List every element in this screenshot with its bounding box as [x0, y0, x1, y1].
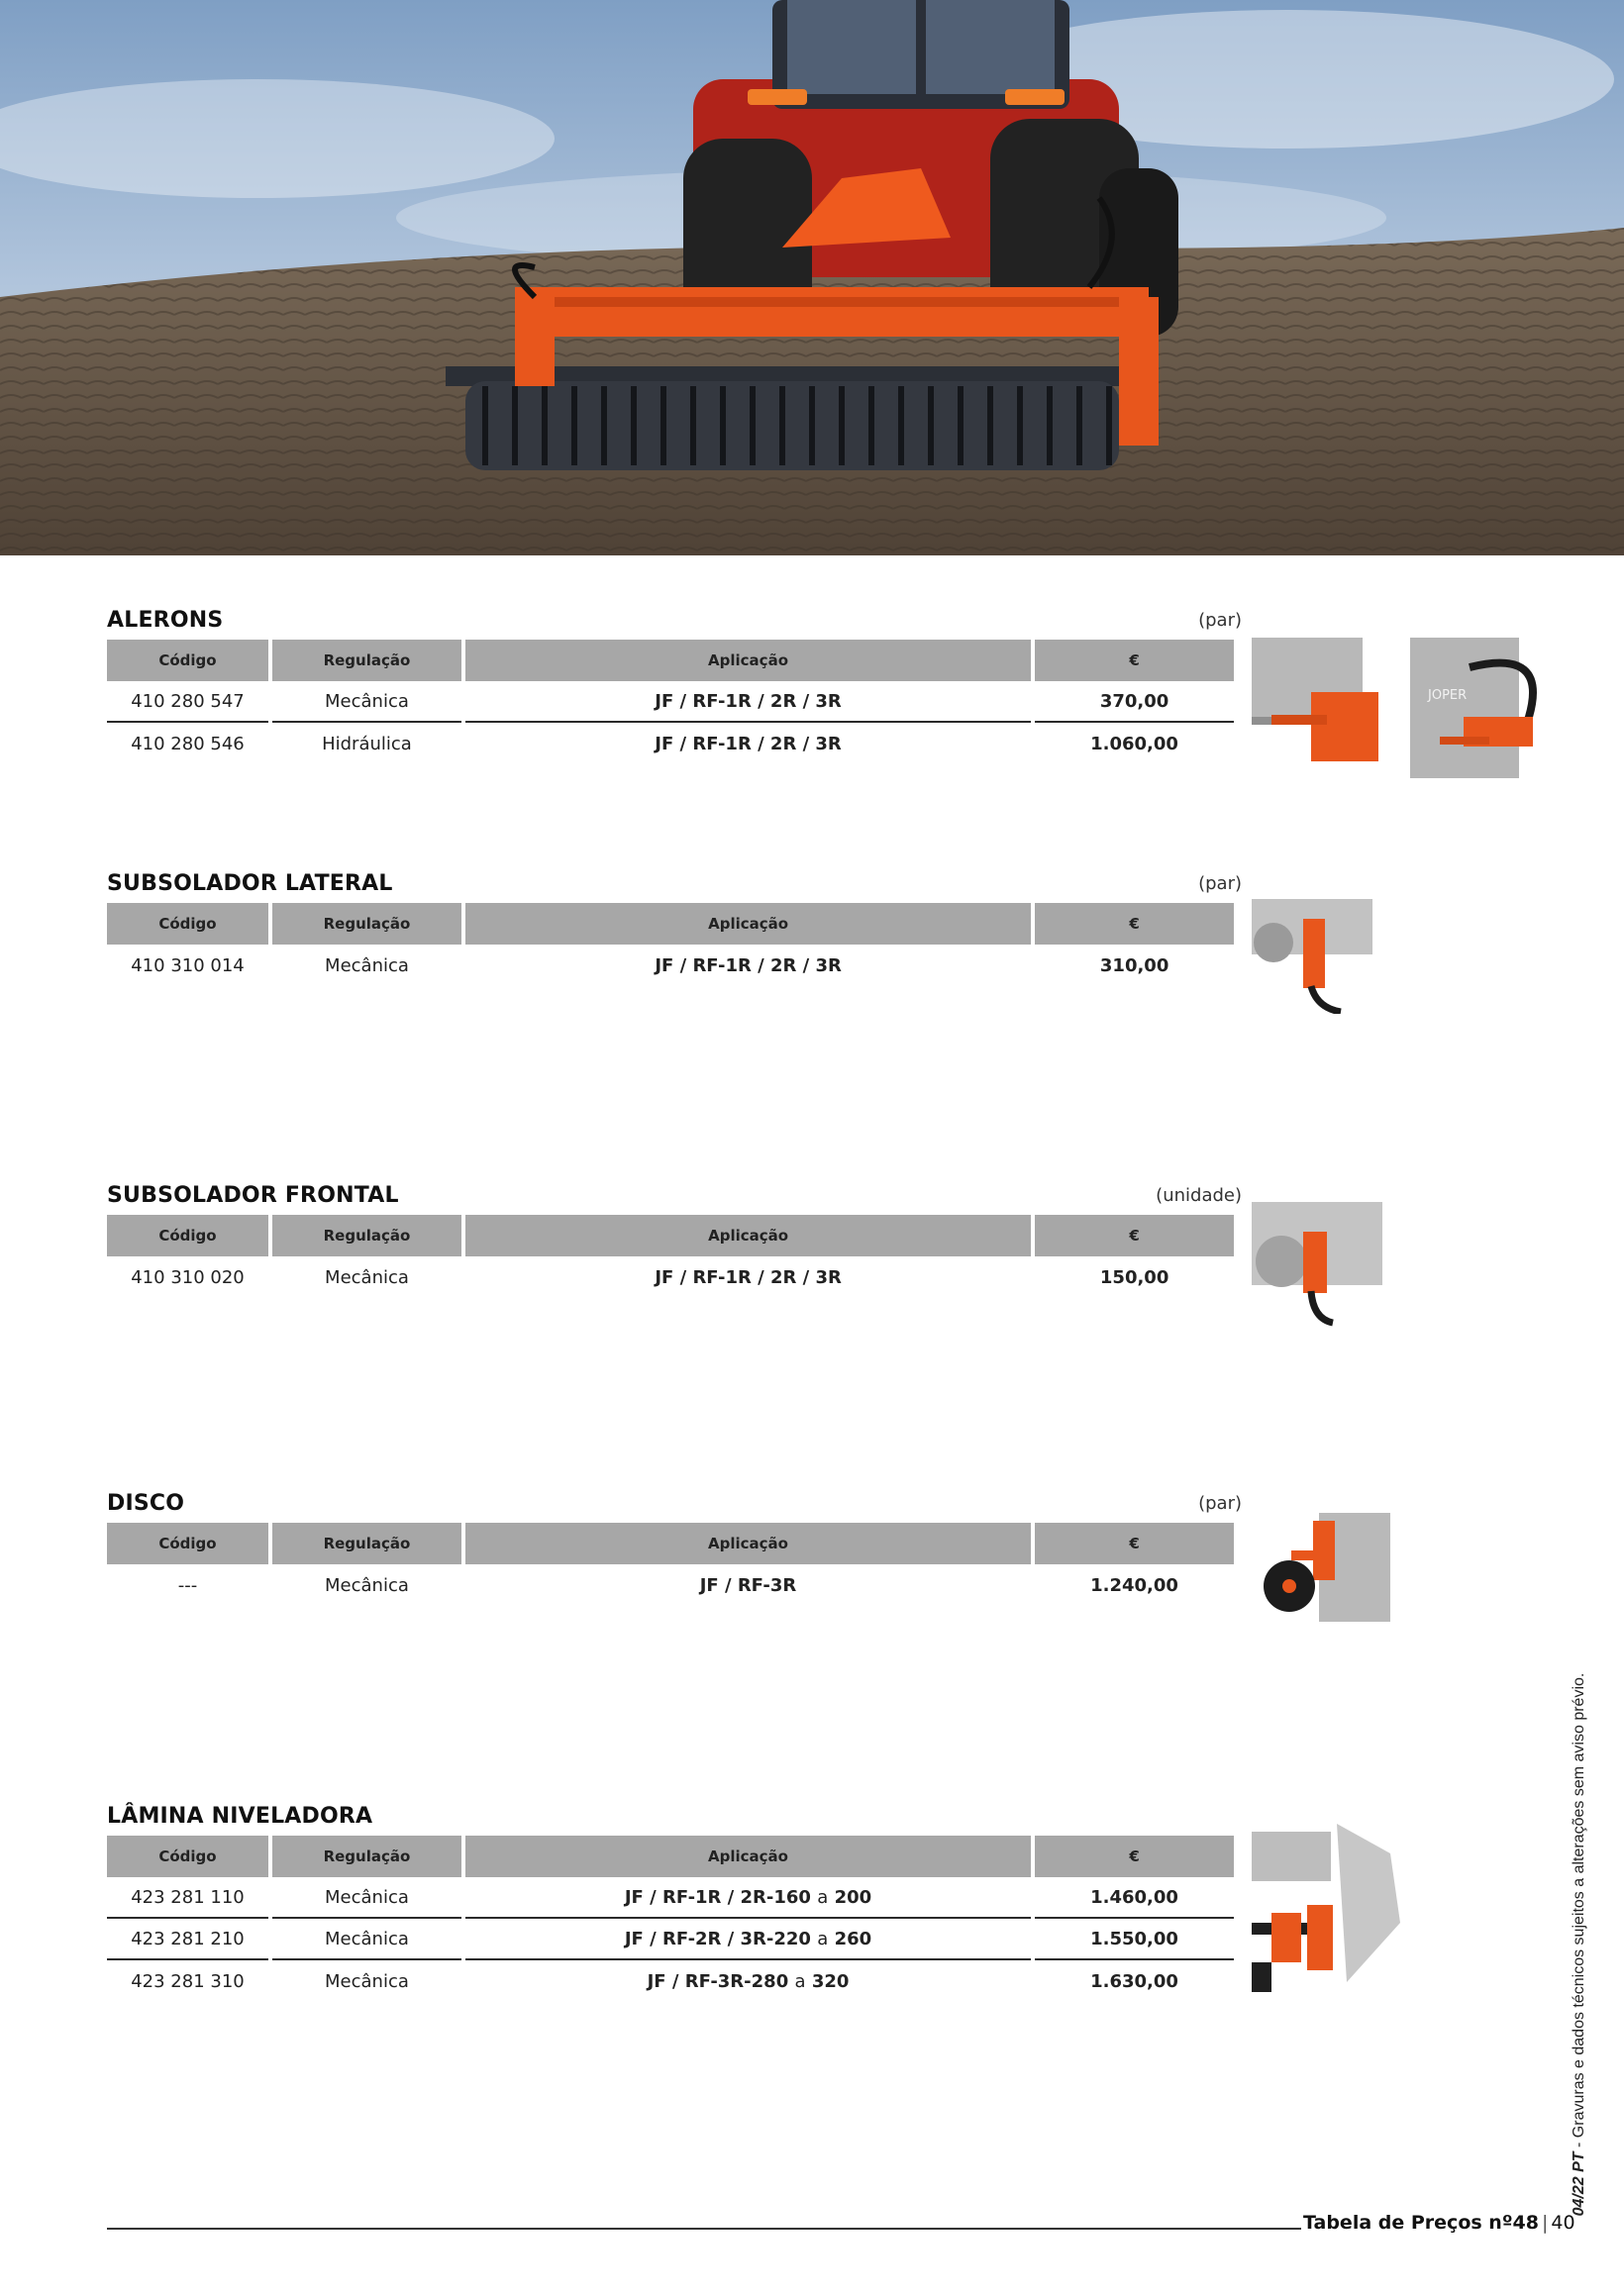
cell-price: 1.060,00 — [1090, 733, 1178, 754]
header-price: € — [1035, 1215, 1234, 1256]
table-row — [107, 1919, 1234, 1960]
cell-regulation: Mecânica — [272, 1919, 461, 1960]
section-title: LÂMINA NIVELADORA — [107, 1804, 373, 1829]
price-table — [103, 903, 1238, 986]
side-note-disclaimer — [1567, 1672, 1592, 2217]
product-image-lamina-niveladora — [1252, 1824, 1404, 1992]
application-range-end: 320 — [811, 1970, 850, 1992]
table-row — [107, 1564, 1234, 1606]
price-table — [103, 640, 1238, 764]
cell-code: 410 280 547 — [107, 681, 268, 723]
section-unit: (par) — [1198, 1493, 1242, 1514]
cell-application — [465, 1960, 1031, 2002]
cell-application: JF / RF-3R — [699, 1574, 797, 1596]
product-image-subsolador-frontal — [1252, 1202, 1382, 1327]
section-title: DISCO — [107, 1491, 185, 1516]
section-unit: (unidade) — [1156, 1185, 1242, 1206]
cell-application — [465, 1877, 1031, 1919]
table-row — [107, 945, 1234, 986]
cell-price: 310,00 — [1099, 954, 1169, 976]
section-unit: (par) — [1198, 610, 1242, 631]
cell-price: 1.240,00 — [1090, 1574, 1178, 1596]
header-price: € — [1035, 903, 1234, 945]
cell-application: JF / RF-1R / 2R / 3R — [465, 681, 1031, 723]
application-models: JF / RF-1R / 2R-160 — [624, 1886, 811, 1908]
cell-application: JF / RF-1R / 2R / 3R — [655, 954, 842, 976]
cell-application: JF / RF-1R / 2R / 3R — [655, 1266, 842, 1288]
hero-photo-tractor-harrow — [0, 0, 1624, 555]
table-header-row — [107, 640, 1234, 681]
application-range-word: a — [794, 1970, 806, 1992]
cell-price: 1.550,00 — [1035, 1919, 1234, 1960]
application-range-end: 200 — [834, 1886, 872, 1908]
table-row — [107, 681, 1234, 723]
cell-regulation: Mecânica — [325, 1266, 409, 1288]
cell-regulation: Mecânica — [325, 1970, 409, 1992]
table-row — [107, 723, 1234, 764]
cell-regulation: Mecânica — [325, 954, 409, 976]
cell-code: 423 281 210 — [107, 1919, 268, 1960]
header-regulation: Regulação — [272, 1523, 461, 1564]
header-code: Código — [107, 1836, 268, 1877]
table-row — [107, 1256, 1234, 1298]
header-code: Código — [107, 640, 268, 681]
header-regulation: Regulação — [272, 1215, 461, 1256]
table-row — [107, 1960, 1234, 2002]
cell-regulation: Mecânica — [272, 681, 461, 723]
header-price: € — [1035, 1523, 1234, 1564]
footer-label: Tabela de Preços nº48 — [1303, 2212, 1539, 2234]
cell-price: 1.630,00 — [1090, 1970, 1178, 1992]
cell-code: --- — [177, 1574, 198, 1596]
table-row — [107, 1877, 1234, 1919]
cell-regulation: Mecânica — [325, 1574, 409, 1596]
header-code: Código — [107, 1523, 268, 1564]
cell-regulation: Mecânica — [272, 1877, 461, 1919]
header-price: € — [1035, 640, 1234, 681]
price-table — [103, 1523, 1238, 1606]
brand-text: JOPER — [1428, 688, 1468, 703]
header-code: Código — [107, 903, 268, 945]
product-image-aleron-hydraulic — [1410, 638, 1539, 778]
cell-regulation: Hidráulica — [322, 733, 412, 754]
table-header-row — [107, 903, 1234, 945]
cell-code: 410 310 020 — [131, 1266, 245, 1288]
header-code: Código — [107, 1215, 268, 1256]
application-range-word: a — [817, 1928, 829, 1949]
footer-rule — [107, 2228, 1301, 2230]
cell-code: 423 281 310 — [131, 1970, 245, 1992]
header-regulation: Regulação — [272, 903, 461, 945]
cell-code: 410 310 014 — [131, 954, 245, 976]
section-unit: (par) — [1198, 873, 1242, 894]
product-image-aleron-mechanical — [1252, 638, 1382, 762]
table-header-row — [107, 1523, 1234, 1564]
application-models: JF / RF-3R-280 — [647, 1970, 789, 1992]
table-header-row — [107, 1215, 1234, 1256]
side-note-text: - Gravuras e dados técnicos sujeitos a alterações sem aviso prévio. — [1571, 1672, 1587, 2152]
price-table — [103, 1836, 1238, 2002]
product-image-disco — [1264, 1507, 1390, 1626]
page-number: 40 — [1551, 2212, 1575, 2234]
footer-separator: | — [1541, 2212, 1549, 2234]
table-header-row — [107, 1836, 1234, 1877]
header-application: Aplicação — [465, 1215, 1031, 1256]
cell-code: 410 280 546 — [131, 733, 245, 754]
section-title: SUBSOLADOR FRONTAL — [107, 1183, 399, 1208]
header-regulation: Regulação — [272, 640, 461, 681]
header-application: Aplicação — [465, 640, 1031, 681]
cell-code: 423 281 110 — [107, 1877, 268, 1919]
header-regulation: Regulação — [272, 1836, 461, 1877]
section-title: ALERONS — [107, 608, 224, 633]
header-application: Aplicação — [465, 1836, 1031, 1877]
header-price: € — [1035, 1836, 1234, 1877]
price-table — [103, 1215, 1238, 1298]
footer — [1303, 2212, 1575, 2234]
cell-application — [465, 1919, 1031, 1960]
product-image-subsolador-lateral — [1252, 899, 1372, 1014]
header-application: Aplicação — [465, 1523, 1031, 1564]
cell-application: JF / RF-1R / 2R / 3R — [655, 733, 842, 754]
application-range-end: 260 — [834, 1928, 872, 1949]
header-application: Aplicação — [465, 903, 1031, 945]
cell-price: 150,00 — [1099, 1266, 1169, 1288]
cell-price: 1.460,00 — [1035, 1877, 1234, 1919]
cell-price: 370,00 — [1035, 681, 1234, 723]
application-range-word: a — [817, 1886, 829, 1908]
application-models: JF / RF-2R / 3R-220 — [624, 1928, 811, 1949]
side-note-code: 04/22 PT — [1571, 2151, 1587, 2217]
section-title: SUBSOLADOR LATERAL — [107, 871, 393, 896]
